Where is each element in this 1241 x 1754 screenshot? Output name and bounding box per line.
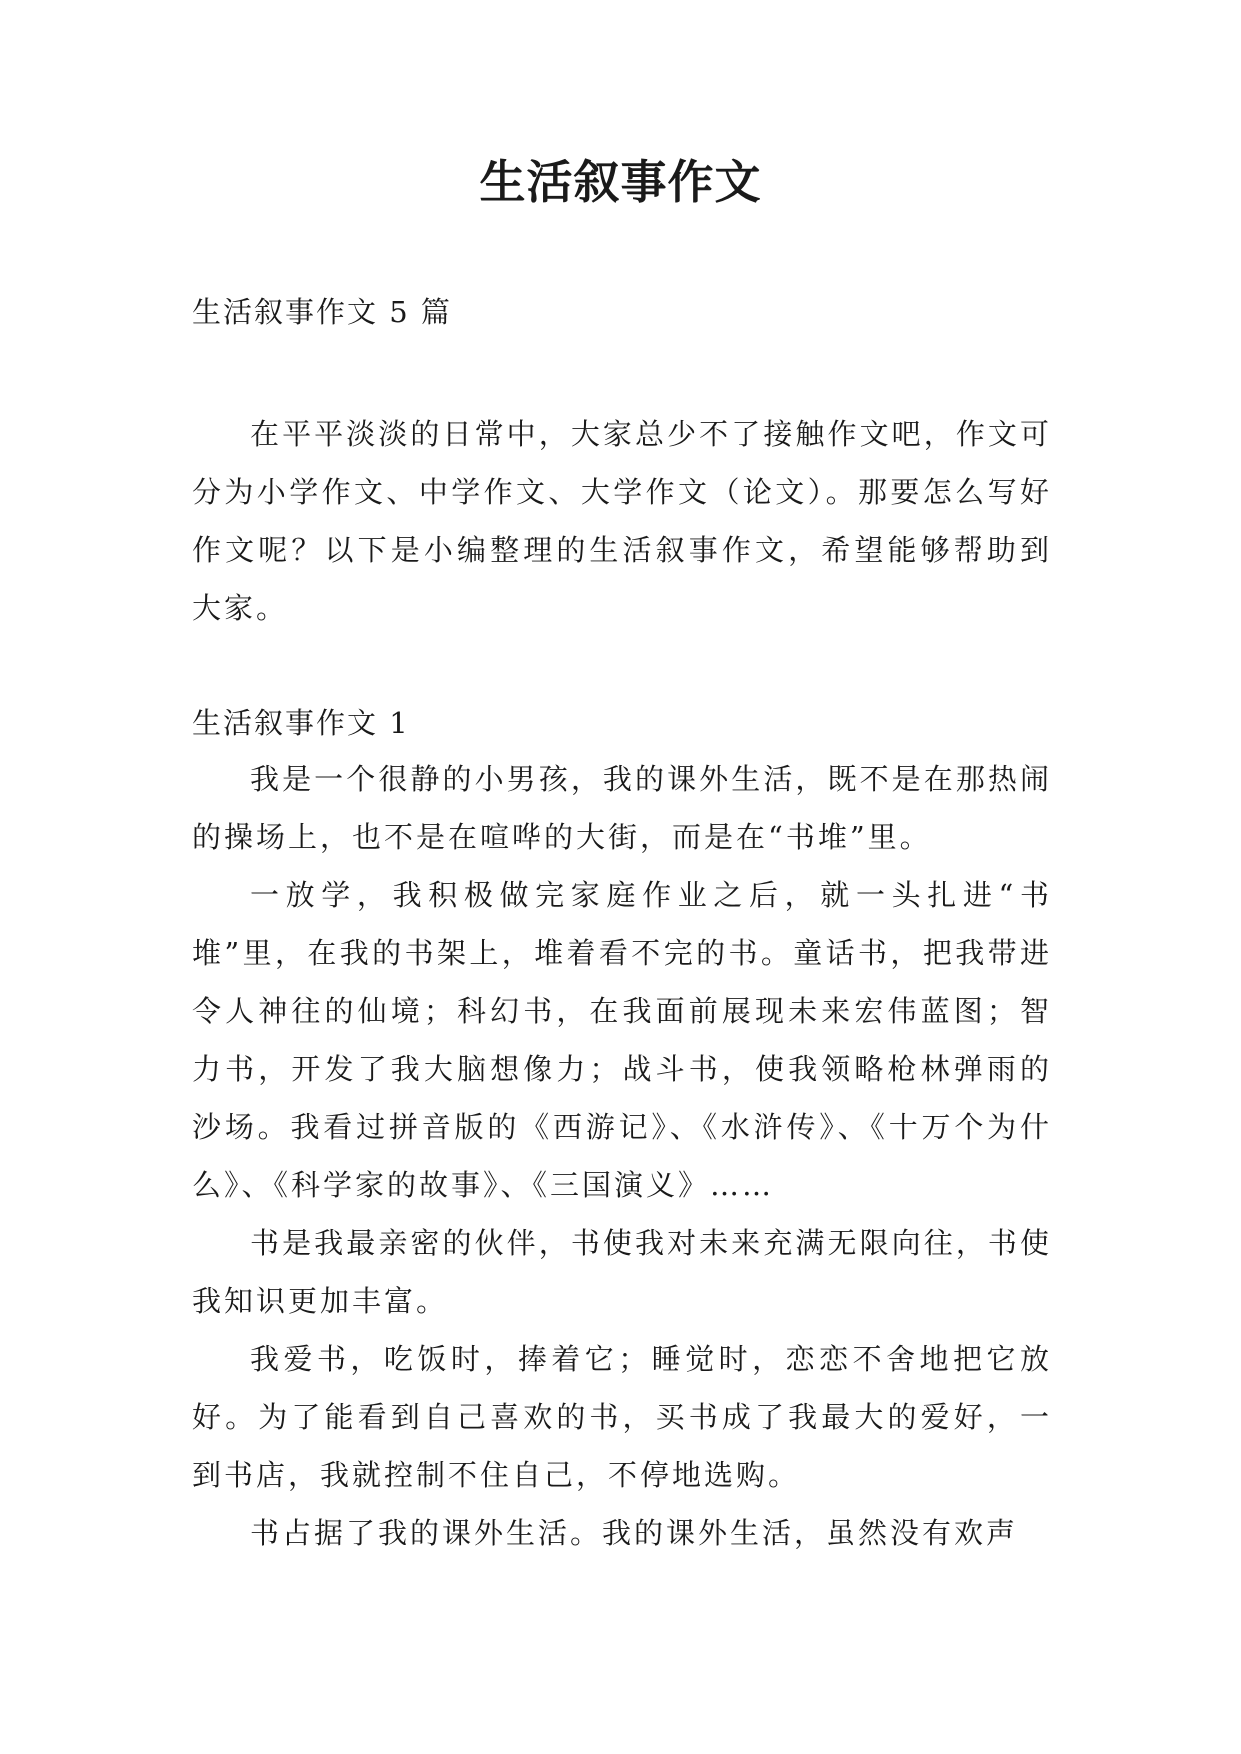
essay-body (192, 750, 1052, 1562)
essay-paragraph: 书占据了我的课外生活。我的课外生活，虽然没有欢声 (250, 1516, 1019, 1550)
essay-paragraph: 一放学，我积极做完家庭作业之后，就一头扎进“书堆”里，在我的书架上，堆着看不完的书。童话书，把我带进令人神往的仙境；科幻书，在我面前展现未来宏伟蓝图；智力书，开发了我大脑想像力；战斗书，使我领略枪林弹雨的沙场。我看过拼音版的《西游记》、《水浒传》、《十万个为什么》、《科学家的故事》、《三国演义》…… (192, 878, 1052, 1202)
intro-paragraph: 在平平淡淡的日常中，大家总少不了接触作文吧，作文可分为小学作文、中学作文、大学作文（论文）。那要怎么写好作文呢？以下是小编整理的生活叙事作文，希望能够帮助到大家。 (192, 417, 1052, 625)
essay-heading: 生活叙事作文 1 (192, 706, 410, 740)
essay-paragraph: 书是我最亲密的伙伴，书使我对未来充满无限向往，书使我知识更加丰富。 (192, 1226, 1052, 1318)
document-title: 生活叙事作文 (479, 155, 762, 209)
essay-paragraph: 我爱书，吃饭时，捧着它；睡觉时，恋恋不舍地把它放好。为了能看到自己喜欢的书，买书成了我最大的爱好，一到书店，我就控制不住自己，不停地选购。 (192, 1342, 1052, 1492)
document-subtitle: 生活叙事作文 5 篇 (192, 295, 452, 329)
essay-paragraph: 我是一个很静的小男孩，我的课外生活，既不是在那热闹的操场上，也不是在喧哗的大街，而是在“书堆”里。 (192, 762, 1052, 854)
